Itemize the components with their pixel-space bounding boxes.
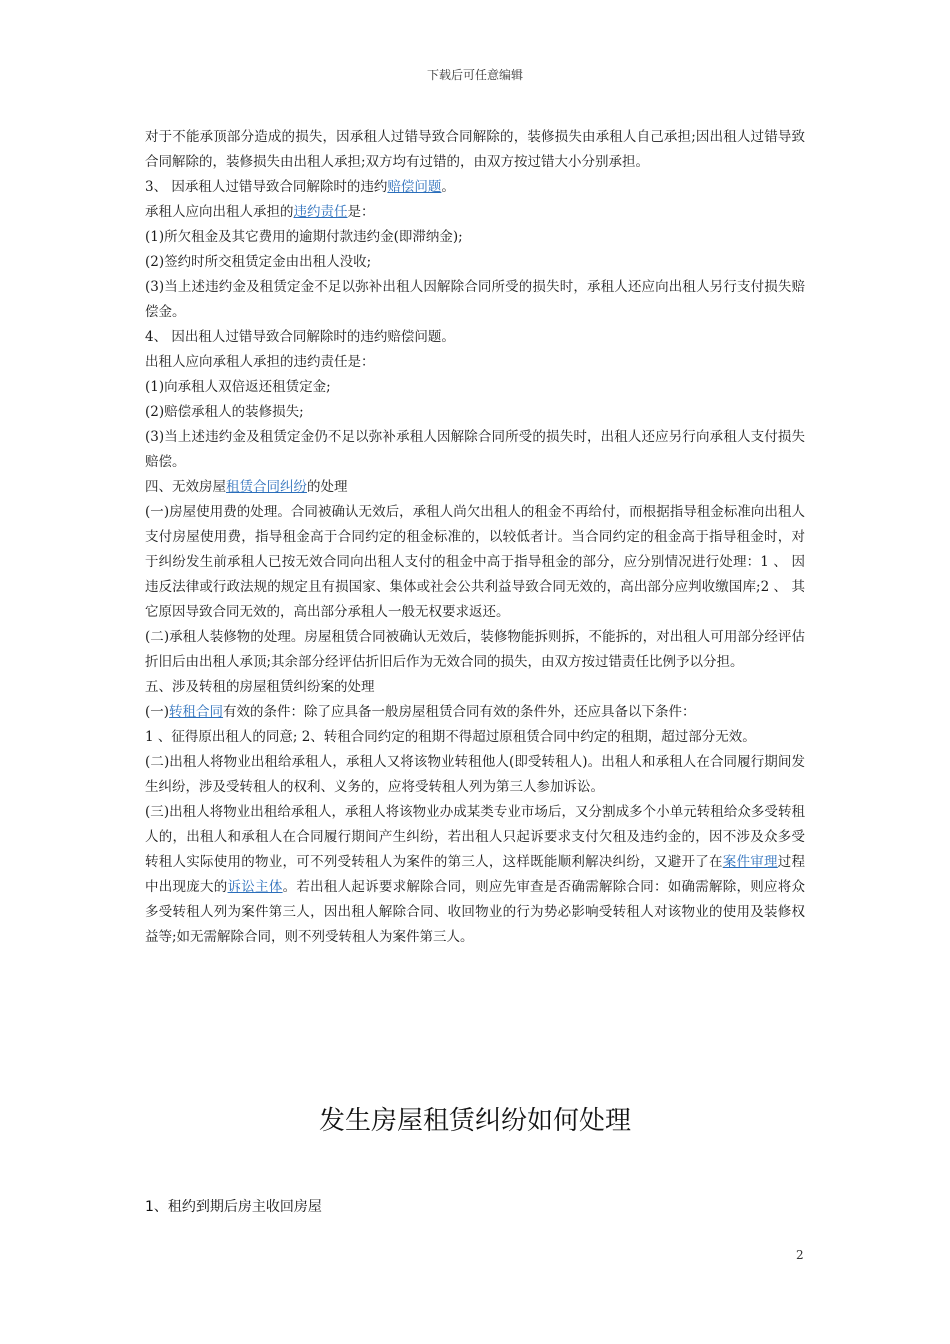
section-title: 发生房屋租赁纠纷如何处理 [318, 1106, 631, 1136]
paragraph [145, 350, 805, 375]
paragraph [145, 700, 805, 725]
paragraph [145, 400, 805, 425]
text-run: (一) [145, 704, 170, 720]
paragraph [145, 275, 805, 325]
text-run: (1)向承租人双倍返还租赁定金; [145, 379, 331, 395]
text-run: (3)当上述违约金及租赁定金仍不足以弥补承租人因解除合同所受的损失时，出租人还应另行向承租人支付损失赔偿。 [145, 429, 805, 470]
page-number: 2 [796, 1248, 804, 1262]
text-run: 4、 因出租人过错导致合同解除时的违约赔偿问题。 [145, 329, 455, 345]
text-run: (二)出租人将物业出租给承租人，承租人又将该物业转租他人(即受转租人)。出租人和承租人在合同履行期间发生纠纷，涉及受转租人的权利、义务的，应将受转租人列为第三人参加诉讼。 [145, 754, 805, 795]
text-run: (2)赔偿承租人的装修损失; [145, 404, 304, 420]
text-run: 四、无效房屋 [145, 479, 226, 495]
paragraph [145, 125, 805, 175]
text-run: 对于不能承顶部分造成的损失，因承租人过错导致合同解除的，装修损失由承租人自己承担;因出租人过错导致合同解除的，装修损失由出租人承担;双方均有过错的，由双方按过错大小分别承担。 [145, 129, 805, 170]
text-run: (二)承租人装修物的处理。房屋租赁合同被确认无效后，装修物能拆则拆，不能拆的，对出租人可用部分经评估折旧后由出租人承顶;其余部分经评估折旧后作为无效合同的损失，由双方按过错责任比例予以分担。 [145, 629, 805, 670]
text-run: 的处理 [307, 479, 348, 495]
text-run: 。 [441, 179, 455, 195]
text-run: (2)签约时所交租赁定金由出租人没收; [145, 254, 372, 270]
paragraph [145, 425, 805, 475]
text-run: (三)出租人将物业出租给承租人，承租人将该物业办成某类专业市场后，又分割成多个小单元转租给众多受转租人的，出租人和承租人在合同履行期间产生纠纷，若出租人只起诉要求支付欠租及违约金的，因不涉及众多受转租人实际使用的物业，可不列受转租人为案件的第三人，这样既能顺利解决纠纷，又避开了在 [145, 804, 805, 870]
paragraph [145, 725, 805, 750]
hyperlink[interactable]: 转租合同 [169, 704, 224, 720]
page-header: 下载后可任意编辑 [426, 68, 523, 82]
paragraph [145, 500, 805, 625]
text-run: 过程中出现庞大的 [145, 854, 806, 895]
hyperlink[interactable]: 诉讼主体 [227, 879, 283, 895]
text-run: 是： [347, 204, 375, 220]
text-run: 出租人应向承租人承担的违约责任是： [145, 354, 375, 370]
text-run: (3)当上述违约金及租赁定金不足以弥补出租人因解除合同所受的损失时，承租人还应向出租人另行支付损失赔偿金。 [145, 279, 805, 320]
paragraph [145, 675, 805, 700]
paragraph [145, 325, 805, 350]
text-run: (一)房屋使用费的处理。合同被确认无效后，承租人尚欠出租人的租金不再给付，而根据指导租金标准向出租人支付房屋使用费，指导租金高于合同约定的租金标准的，以较低者计。当合同约定的租金高于指导租金时，对于纠纷发生前承租人已按无效合同向出租人支付的租金中高于指导租金的部分，应分别情况进行处理：1 、 因违反法律或行政法规的规定且有损国家、集体或社会公共利益导致合同无效的，高出部分应判收缴国库;2 、 其它原因导致合同无效的，高出部分承租人一般无权要求返还。 [145, 504, 805, 620]
text-run: 承租人应向出租人承担的 [145, 204, 294, 220]
text-run: 3、 因承租人过错导致合同解除时的违约 [145, 179, 388, 195]
text-run: 五、涉及转租的房屋租赁纠纷案的处理 [145, 679, 375, 695]
text-run: (1)所欠租金及其它费用的逾期付款违约金(即滞纳金); [145, 229, 463, 245]
paragraph [145, 175, 805, 200]
hyperlink[interactable]: 案件审理 [722, 854, 778, 870]
paragraph [145, 250, 805, 275]
hyperlink[interactable]: 违约责任 [293, 204, 348, 220]
text-run: 有效的条件：除了应具备一般房屋租赁合同有效的条件外，还应具备以下条件： [223, 704, 696, 720]
body-text [145, 125, 805, 950]
list-item: 1、租约到期后房主收回房屋 [145, 1199, 322, 1215]
text-run: 1 、征得原出租人的同意; 2、转租合同约定的租期不得超过原租赁合同中约定的租期，超过部分无效。 [145, 729, 756, 745]
paragraph [145, 625, 805, 675]
paragraph [145, 750, 805, 800]
paragraph [145, 375, 805, 400]
hyperlink[interactable]: 赔偿问题 [387, 179, 442, 195]
paragraph [145, 200, 805, 225]
hyperlink[interactable]: 租赁合同纠纷 [226, 479, 307, 495]
text-run: 。若出租人起诉要求解除合同，则应先审查是否确需解除合同：如确需解除，则应将众多受转租人列为案件第三人，因出租人解除合同、收回物业的行为势必影响受转租人对该物业的使用及装修权益等;如无需解除合同，则不列受转租人为案件第三人。 [145, 879, 806, 945]
paragraph [145, 475, 805, 500]
paragraph [145, 800, 805, 950]
paragraph [145, 225, 805, 250]
